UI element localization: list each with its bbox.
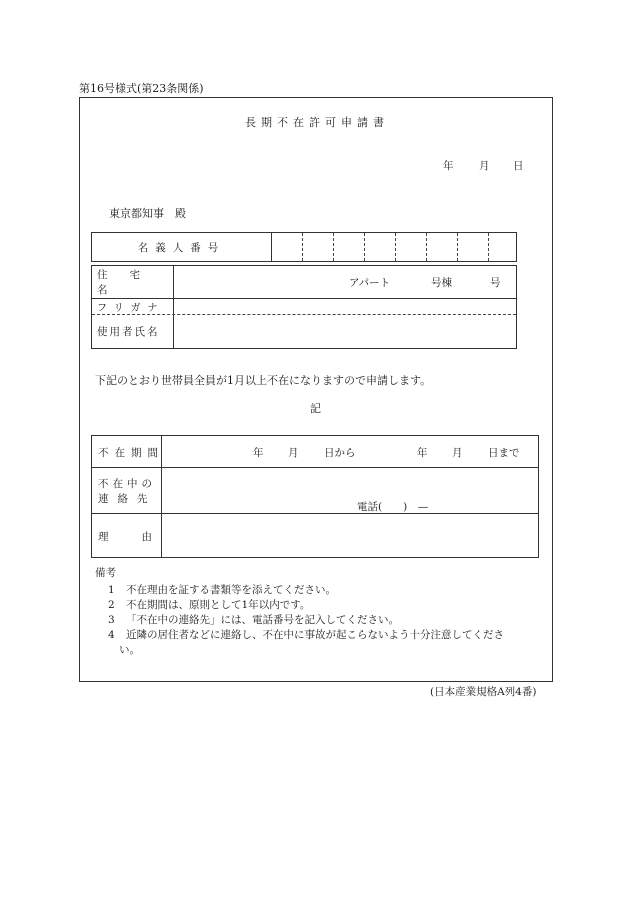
registrant-number-label: 名義人番号 (92, 233, 272, 261)
from-day-label: 日から (324, 447, 356, 459)
number-cell-divider (426, 233, 427, 261)
notes-heading: 備考 (95, 567, 116, 579)
form-title: 長期不在許可申請書 (245, 116, 389, 129)
number-cell-divider (333, 233, 334, 261)
from-month-label: 月 (288, 447, 299, 459)
date-month-label: 月 (479, 160, 490, 172)
user-name-label: 使用者氏名 (97, 326, 160, 338)
furigana-label-cell (92, 298, 178, 314)
note-number: 1 (108, 584, 115, 596)
note-number: 3 (108, 614, 115, 626)
form-number: 第16号様式(第23条関係) (79, 82, 204, 95)
absence-table (91, 435, 539, 558)
from-year-label: 年 (253, 447, 264, 459)
furigana-label: フリガナ (97, 302, 165, 314)
building-label: 号棟 (431, 277, 452, 289)
application-statement: 下記のとおり世帯員全員が1月以上不在になりますので申請します。 (95, 374, 432, 387)
note-text: 不在期間は、原則として1年以内です。 (126, 599, 311, 611)
note-item (108, 597, 310, 612)
absence-period-label: 不在期間 (98, 447, 164, 459)
phone-label: 電話( ) — (357, 501, 429, 513)
number-cell-divider (364, 233, 365, 261)
unit-label: 号 (490, 277, 501, 289)
number-cell-divider (488, 233, 489, 261)
address-label-cell (92, 266, 178, 298)
note-text: 不在理由を証する書類等を添えてください。 (126, 584, 337, 596)
note-item (108, 627, 504, 642)
apartment-label: アパート (349, 277, 391, 289)
registrant-number-table (91, 232, 517, 262)
date-day-label: 日 (513, 160, 524, 172)
contact-label-line2: 連絡先 (98, 493, 157, 505)
to-year-label: 年 (417, 447, 428, 459)
number-cell-divider (302, 233, 303, 261)
footer-standard: (日本産業規格A列4番) (430, 686, 537, 698)
note-number: 2 (108, 599, 115, 611)
address-label: 住宅名 (97, 269, 162, 296)
note-text: 近隣の居住者などに連絡し、不在中に事故が起こらないよう十分注意してくださ (126, 629, 505, 641)
note-item (108, 612, 399, 627)
user-name-label-cell (92, 315, 178, 348)
resident-info-table (91, 265, 517, 349)
to-day-label: 日まで (488, 447, 520, 459)
addressee: 東京都知事 殿 (109, 207, 186, 220)
number-cell-divider (395, 233, 396, 261)
reason-label: 理由 (98, 531, 185, 543)
ki-heading: 記 (310, 402, 321, 415)
row-divider (92, 467, 538, 468)
date-year-label: 年 (443, 160, 454, 172)
contact-label-line1: 不在中の (98, 478, 156, 490)
to-month-label: 月 (452, 447, 463, 459)
note-number: 4 (108, 629, 115, 641)
number-cell-divider (457, 233, 458, 261)
note-item (108, 582, 336, 597)
note-text: 「不在中の連絡先」には、電話番号を記入してください。 (126, 614, 400, 626)
row-divider (92, 513, 538, 514)
note-continuation: い。 (119, 644, 140, 656)
